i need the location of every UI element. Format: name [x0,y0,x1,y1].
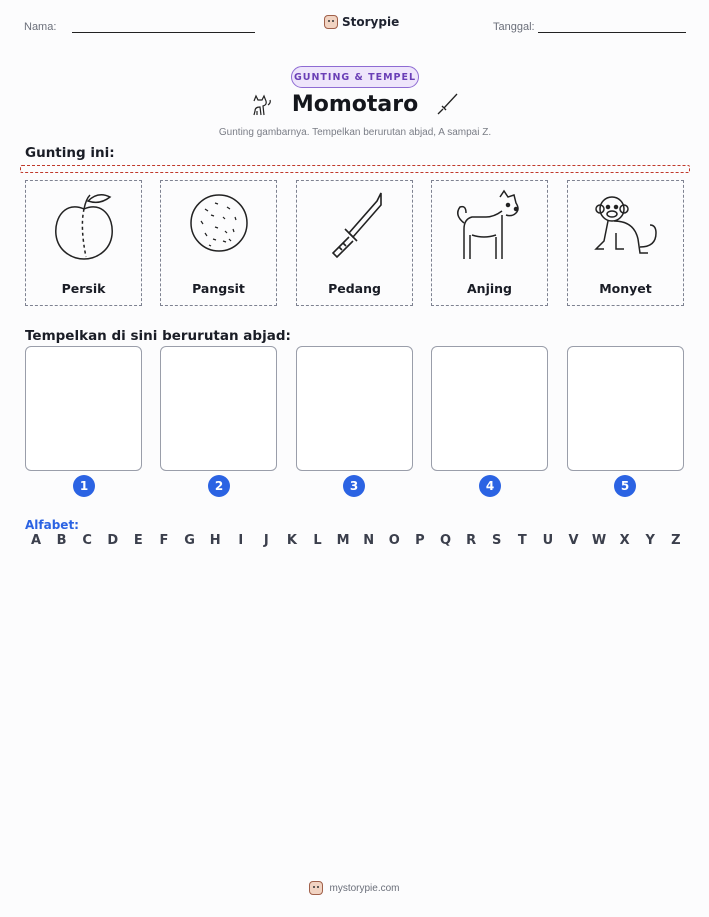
card-label-dumpling: Pangsit [192,281,245,296]
alphabet-letter: X [619,533,630,548]
cut-heading: Gunting ini: [25,145,115,161]
brand-logo [324,15,399,29]
alphabet-letter: P [415,533,425,548]
slot-number-1: 1 [73,475,95,497]
alphabet-letter: W [591,533,607,548]
alphabet-letter: Q [439,533,452,548]
paste-box-4[interactable] [431,346,548,471]
alphabet-letter: J [263,533,269,548]
alphabet-letter: R [466,533,477,548]
storypie-logo-icon [324,15,338,29]
card-label-sword: Pedang [328,281,381,296]
alphabet-letter: C [82,533,92,548]
alphabet-letter: G [184,533,195,548]
alphabet-letter: F [159,533,169,548]
alphabet-row [26,533,686,548]
slot-number-5: 5 [614,475,636,497]
monkey-icon [586,187,666,267]
cut-card-peach[interactable] [25,180,142,306]
slot-number-4: 4 [479,475,501,497]
dumpling-icon [179,187,259,267]
page-title: Momotaro [291,92,419,117]
peach-icon [44,187,124,267]
cut-line [20,165,690,173]
alphabet-letter: T [517,533,527,548]
date-label: Tanggal: [493,21,535,33]
alphabet-letter: N [363,533,375,548]
alphabet-letter: Y [645,533,655,548]
date-field-line[interactable] [538,32,686,33]
storypie-logo-icon [309,881,323,895]
alphabet-letter: V [568,533,579,548]
alphabet-letter: S [492,533,502,548]
instructions: Gunting gambarnya. Tempelkan berurutan abjad, A sampai Z. [218,127,492,138]
activity-badge: GUNTING & TEMPEL [291,66,419,88]
card-label-peach: Persik [61,281,106,296]
dog-icon [450,187,530,267]
alphabet-letter: E [133,533,143,548]
alphabet-letter: A [30,533,42,548]
alphabet-letter: L [313,533,322,548]
slot-number-3: 3 [343,475,365,497]
alphabet-letter: O [388,533,400,548]
cut-card-dog[interactable] [431,180,548,306]
alphabet-letter: U [542,533,554,548]
alphabet-letter: D [107,533,119,548]
footer [0,881,709,895]
alphabet-letter: H [209,533,221,548]
cut-card-sword[interactable] [296,180,413,306]
paste-heading: Tempelkan di sini berurutan abjad: [25,328,291,344]
alphabet-heading: Alfabet: [25,518,79,532]
card-label-monkey: Monyet [599,281,652,296]
paste-box-5[interactable] [567,346,684,471]
sword-icon [434,92,460,118]
brand-name: Storypie [342,15,400,29]
name-field-line[interactable] [72,32,255,33]
paste-box-1[interactable] [25,346,142,471]
card-label-dog: Anjing [467,281,512,296]
alphabet-letter: Z [671,533,681,548]
sword-icon [315,187,395,267]
cut-card-dumpling[interactable] [160,180,277,306]
footer-site[interactable]: mystorypie.com [329,882,400,894]
alphabet-letter: K [286,533,297,548]
paste-box-2[interactable] [160,346,277,471]
cut-card-monkey[interactable] [567,180,684,306]
alphabet-letter: M [336,533,350,548]
alphabet-letter: I [238,533,244,548]
slot-number-2: 2 [208,475,230,497]
alphabet-letter: B [56,533,67,548]
name-label: Nama: [24,21,57,33]
paste-box-3[interactable] [296,346,413,471]
